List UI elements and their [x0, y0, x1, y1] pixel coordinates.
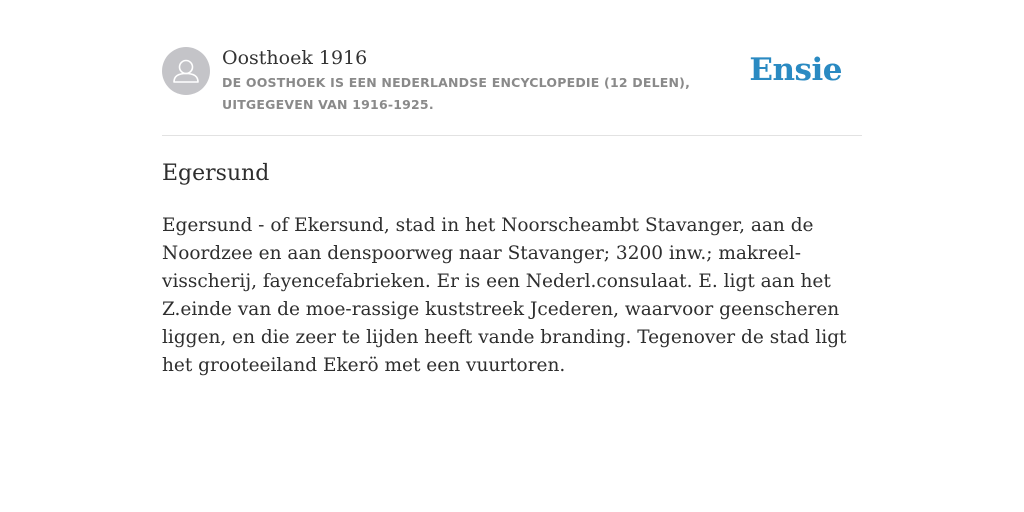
source-header	[162, 44, 862, 136]
source-description: DE OOSTHOEK IS EEN NEDERLANDSE ENCYCLOPEDIE (12 DELEN), UITGEGEVEN VAN 1916-1925.	[222, 75, 691, 112]
header-divider	[162, 135, 862, 136]
entry-title: Egersund	[162, 161, 270, 186]
user-silhouette-icon[interactable]	[162, 47, 210, 95]
source-title[interactable]: Oosthoek 1916	[222, 47, 368, 69]
entry-body: Egersund - of Ekersund, stad in het Noorscheambt Stavanger, aan de Noordzee en aan denspoorweg naar Stavanger; 3200 inw.; makreel-visscherij, fayencefabrieken. Er is een Nederl.consulaat. E. ligt aan het Z.einde van de moe-rassige kuststreek Jcederen, waarvoor geenscheren liggen, en die zeer te lijden heeft vande branding. Tegenover de stad ligt het grooteeiland Ekerö met een vuurtoren.	[162, 215, 847, 376]
ensie-logo[interactable]: Ensie	[749, 52, 842, 88]
